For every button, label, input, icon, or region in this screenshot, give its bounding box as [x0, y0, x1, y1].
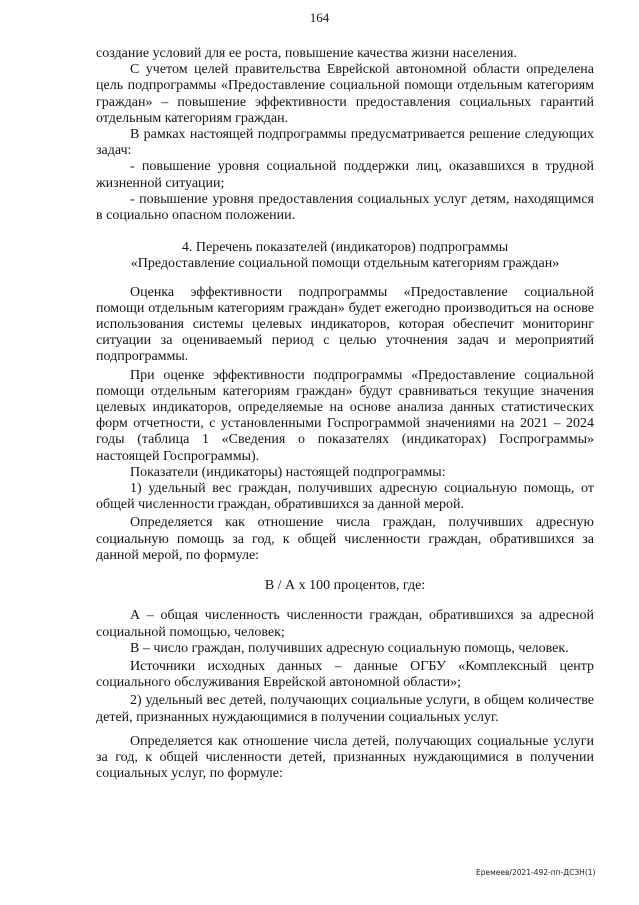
document-body: [96, 46, 594, 782]
paragraph: При оценке эффективности подпрограммы «Предоставление социальной помощи отдельным категориям граждан» будут сравниваться текущие значения целевых индикаторов, определяемые на основе анализа данных статистических форм отчетности, с установленными Госпрограммой значениями на 2021 – 2024 годы (таблица 1 «Сведения о показателях (индикаторах) Госпрограммы» настоящей Госпрограммы).: [96, 367, 594, 464]
document-code: Еремеев/2021-492-пп-ДСЗН(1): [476, 868, 596, 877]
paragraph: Оценка эффективности подпрограммы «Предоставление социальной помощи отдельным категориям граждан» будет ежегодно производиться на основе использования системы целевых индикаторов, которая обеспечит мониторинг ситуации за оцениваемый период с целью уточнения задач и мероприятий подпрограммы.: [96, 284, 594, 365]
paragraph: В рамках настоящей подпрограммы предусматривается решение следующих задач:: [96, 127, 594, 159]
page-number: 164: [309, 10, 330, 25]
paragraph: Определяется как отношение числа детей, получающих социальные услуги за год, к общей численности детей, признанных нуждающимися в получении социальных услуг, по формуле:: [96, 733, 594, 782]
section-heading: [96, 240, 594, 272]
paragraph: Показатели (индикаторы) настоящей подпрограммы:: [130, 464, 446, 480]
definition: В – число граждан, получивших адресную социальную помощь, человек.: [130, 640, 569, 656]
section-heading-line2: «Предоставление социальной помощи отдельным категориям граждан»: [130, 256, 560, 272]
paragraph: С учетом целей правительства Еврейской автономной области определена цель подпрограммы «Предоставление социальной помощи отдельным категориям граждан» – повышение эффективности предоставления социальных гарантий отдельным категориям граждан.: [96, 62, 594, 126]
indicator-item: 2) удельный вес детей, получающих социальные услуги, в общем количестве детей, признанных нуждающимися в получении социальных услуг.: [96, 693, 594, 725]
definition: А – общая численность численности граждан, обратившихся за адресной социальной помощью, человек;: [96, 608, 594, 640]
task-item: - повышение уровня предоставления социальных услуг детям, находящимся в социально опасном положении.: [96, 191, 594, 224]
formula: В / А х 100 процентов, где:: [264, 578, 426, 594]
section-heading-line1: 4. Перечень показателей (индикаторов) подпрограммы: [181, 240, 509, 256]
paragraph: Определяется как отношение числа граждан, получивших адресную социальную помощь за год, к общей численности граждан, обратившихся за данной мерой, по формуле:: [96, 515, 594, 563]
indicator-item: 1) удельный вес граждан, получивших адресную социальную помощь, от общей численности граждан, обратившихся за данной мерой.: [96, 481, 594, 513]
paragraph: Источники исходных данных – данные ОГБУ «Комплексный центр социального обслуживания Еврейской автономной области»;: [96, 658, 594, 691]
paragraph: создание условий для ее роста, повышение качества жизни населения.: [96, 46, 517, 61]
task-item: - повышение уровня социальной поддержки лиц, оказавшихся в трудной жизненной ситуации;: [96, 159, 594, 191]
